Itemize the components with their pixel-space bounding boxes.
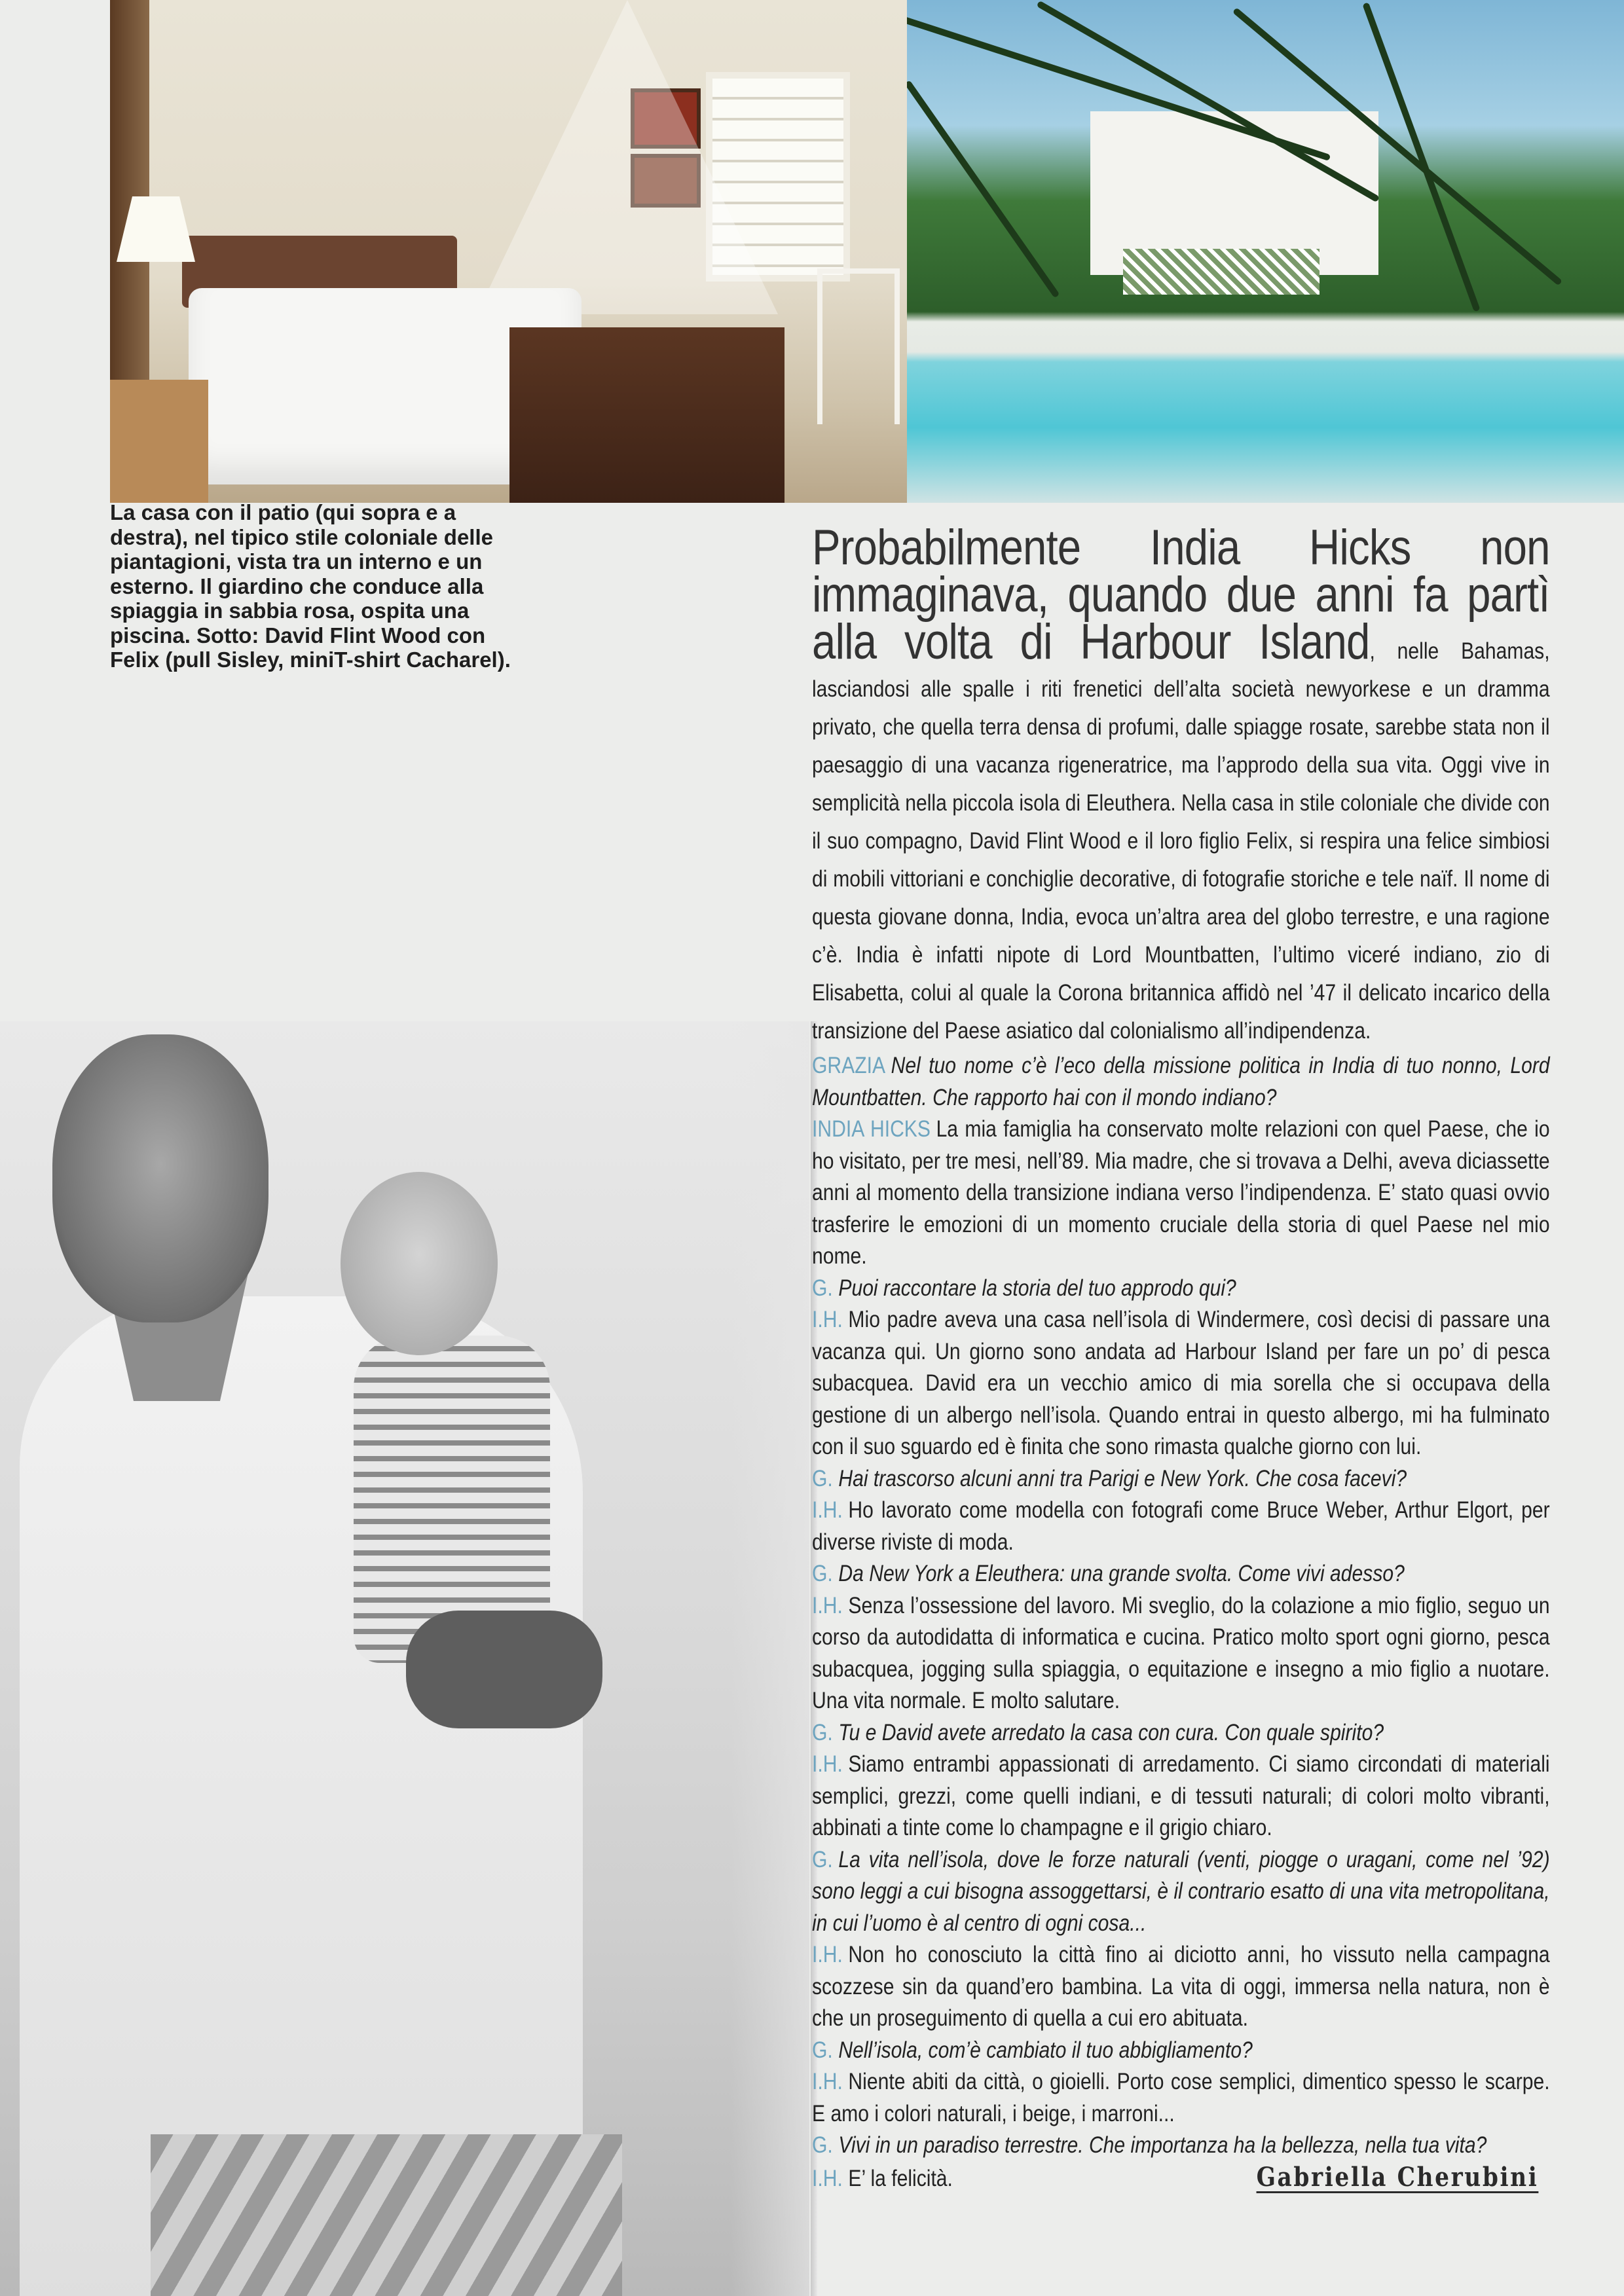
closing-row <box>812 2162 1550 2195</box>
answer-text: Senza l’ossessione del lavoro. Mi sveglio, do la colazione a mio figlio, seguo un corso da autodidatta di informatica e cucina. Pratico molto sport ogni giorno, pesca subacquea, jogging sulla spiaggia, o equitazione e insegno a mio figlio a nuotare. Una vita normale. E molto salutare. <box>812 1592 1550 1713</box>
interview-question <box>812 1273 1550 1305</box>
intro-text: , nelle Bahamas, lasciandosi alle spalle i riti frenetici dell’alta società newyorkese e un dramma privato, che quella terra densa di profumi, dalle spiagge rosate, sarebbe stata non il paesaggio di una vacanza rigeneratrice, ma l’approdo della sua vita. Oggi vive in semplicità nella piccola isola di Eleuthera. Nella casa in stile coloniale che divide con il suo compagno, David Flint Wood e il loro figlio Felix, si respira una felice simbiosi di mobili vittoriani e conchiglie decorative, di fotografie storiche e tele naïf. Il nome di questa giovane donna, India, evoca un’altra area del globo terrestre, e una ragione c’è. India è infatti nipote di Lord Mountbatten, l’ultimo viceré indiano, zio di Elisabetta, colui al quale la Corona britannica affidò nel ’47 il delicato incarico della transizione del Paese asiatico dal colonialismo all’indipendenza. <box>812 638 1550 1044</box>
baby-head <box>341 1172 498 1355</box>
lattice-fence <box>1123 249 1320 295</box>
interview-question <box>812 1558 1550 1590</box>
speaker-label: I.H. <box>812 1592 843 1618</box>
father-and-son-photo <box>0 1021 809 2296</box>
mosquito-net <box>477 0 778 314</box>
interview-question <box>812 1717 1550 1749</box>
chair <box>817 268 900 424</box>
question-text: La vita nell’isola, dove le forze naturali (venti, piogge o uragani, come nel ’92) sono leggi a cui bisogna assoggettarsi, è il contrario esatto di una vita metropolitana, in cui l’uomo è al centro di ogni cosa... <box>812 1846 1550 1936</box>
answer-text: Siamo entrambi appassionati di arredamento. Ci siamo circondati di materiali semplici, grezzi, come quelli indiani, e di tessuti naturali; di colori molto vibranti, abbinati a tinte come lo champagne e il grigio chiaro. <box>812 1751 1550 1840</box>
speaker-label: G. <box>812 1846 833 1872</box>
interview-answer <box>812 1114 1550 1273</box>
interview <box>812 1050 1550 2195</box>
garden-pool-photo <box>907 0 1624 503</box>
speaker-label: I.H. <box>812 1942 843 1967</box>
question-text: Da New York a Eleuthera: una grande svolta. Come vivi adesso? <box>838 1561 1405 1586</box>
speaker-label: G. <box>812 2132 833 2158</box>
question-text: Hai trascorso alcuni anni tra Parigi e New York. Che cosa facevi? <box>838 1465 1407 1491</box>
speaker-label: G. <box>812 1719 833 1745</box>
speaker-label: G. <box>812 1275 833 1301</box>
nightstand <box>110 380 208 503</box>
question-text: Vivi in un paradiso terrestre. Che importanza ha la bellezza, nella tua vita? <box>838 2132 1487 2158</box>
bedroom-photo <box>110 0 907 503</box>
question-text: Tu e David avete arredato la casa con cura. Con quale spirito? <box>838 1719 1384 1745</box>
interview-answer <box>812 2163 953 2195</box>
answer-text: E’ la felicità. <box>848 2165 953 2191</box>
question-text: Nell’isola, com’è cambiato il tuo abbigliamento? <box>838 2037 1253 2063</box>
palm-frond <box>907 80 1060 298</box>
speaker-label: G. <box>812 1561 833 1586</box>
answer-text: La mia famiglia ha conservato molte relazioni con quel Paese, che io ho visitato, per tre mesi, nell’89. Mia madre, che si trovava a Delhi, aveva diciassette anni al momento della transizione indiana verso l’indipendenza. E’ stato quasi ovvio trasferire le emozioni di un momento cruciale della storia di quel Paese nel mio nome. <box>812 1116 1550 1269</box>
article-body <box>812 520 1550 2195</box>
answer-text: Non ho conosciuto la città fino ai diciotto anni, ho vissuto nella campagna scozzese sin da quand’ero bambina. La vita di oggi, immersa nella natura, non è che un proseguimento di quella a cui ero abituata. <box>812 1942 1550 2031</box>
man-head <box>52 1034 268 1322</box>
speaker-label: I.H. <box>812 1497 843 1523</box>
speaker-label: I.H. <box>812 2069 843 2094</box>
interview-answer <box>812 2066 1550 2130</box>
interview-answer <box>812 1495 1550 1558</box>
speaker-label: I.H. <box>812 1751 843 1777</box>
photo-caption: La casa con il patio (qui sopra e a destra), nel tipico stile coloniale delle piantagioni, vista tra un interno e un esterno. Il giardino che conduce alla spiaggia in sabbia rosa, ospita una piscina. Sotto: David Flint Wood con Felix (pull Sisley, miniT-shirt Cacharel). <box>110 500 511 672</box>
patterned-shorts <box>151 2134 622 2296</box>
interview-answer <box>812 1939 1550 2035</box>
question-text: Puoi raccontare la storia del tuo approdo qui? <box>838 1275 1236 1301</box>
answer-text: Niente abiti da città, o gioielli. Porto cose semplici, dimentico spesso le scarpe. E amo i colori naturali, i beige, i marroni... <box>812 2069 1550 2126</box>
headline: Probabilmente India Hicks non immaginava, quando due anni fa partì alla volta di Harbour Island <box>812 520 1550 670</box>
interview-question <box>812 1844 1550 1940</box>
interview-answer <box>812 1590 1550 1717</box>
interview-question <box>812 2130 1550 2162</box>
intro-paragraph <box>812 520 1550 1050</box>
interview-question <box>812 1050 1550 1114</box>
author-signature: Gabriella Cherubini <box>1256 2161 1539 2193</box>
interview-answer <box>812 1304 1550 1463</box>
interview-question <box>812 2035 1550 2067</box>
interview-question <box>812 1463 1550 1495</box>
question-text: Nel tuo nome c’è l’eco della missione politica in India di tuo nonno, Lord Mountbatten. Che rapporto hai con il mondo indiano? <box>812 1053 1550 1110</box>
interview-answer <box>812 1749 1550 1844</box>
answer-text: Mio padre aveva una casa nell’isola di Windermere, così decisi di passare una vacanza qui. Un giorno sono andata ad Harbour Island per fare un po’ di pesca subacquea. David era un vecchio amico di mia sorella che si occupava della gestione di un albergo nell’isola. Quando entrai in questo albergo, mi ha fulminato con il suo sguardo ed è finita che sono rimasta qualche giorno con lui. <box>812 1307 1550 1459</box>
speaker-label: I.H. <box>812 1307 843 1332</box>
speaker-label: GRAZIA <box>812 1053 886 1078</box>
answer-text: Ho lavorato come modella con fotografi come Bruce Weber, Arthur Elgort, per diverse riviste di moda. <box>812 1497 1550 1555</box>
speaker-label: INDIA HICKS <box>812 1116 931 1142</box>
speaker-label: G. <box>812 1465 833 1491</box>
footboard <box>509 327 784 503</box>
speaker-label: I.H. <box>812 2165 843 2191</box>
palm-frond <box>1362 2 1480 312</box>
hand <box>406 1611 602 1728</box>
photo-edge <box>731 1021 809 2296</box>
speaker-label: G. <box>812 2037 833 2063</box>
